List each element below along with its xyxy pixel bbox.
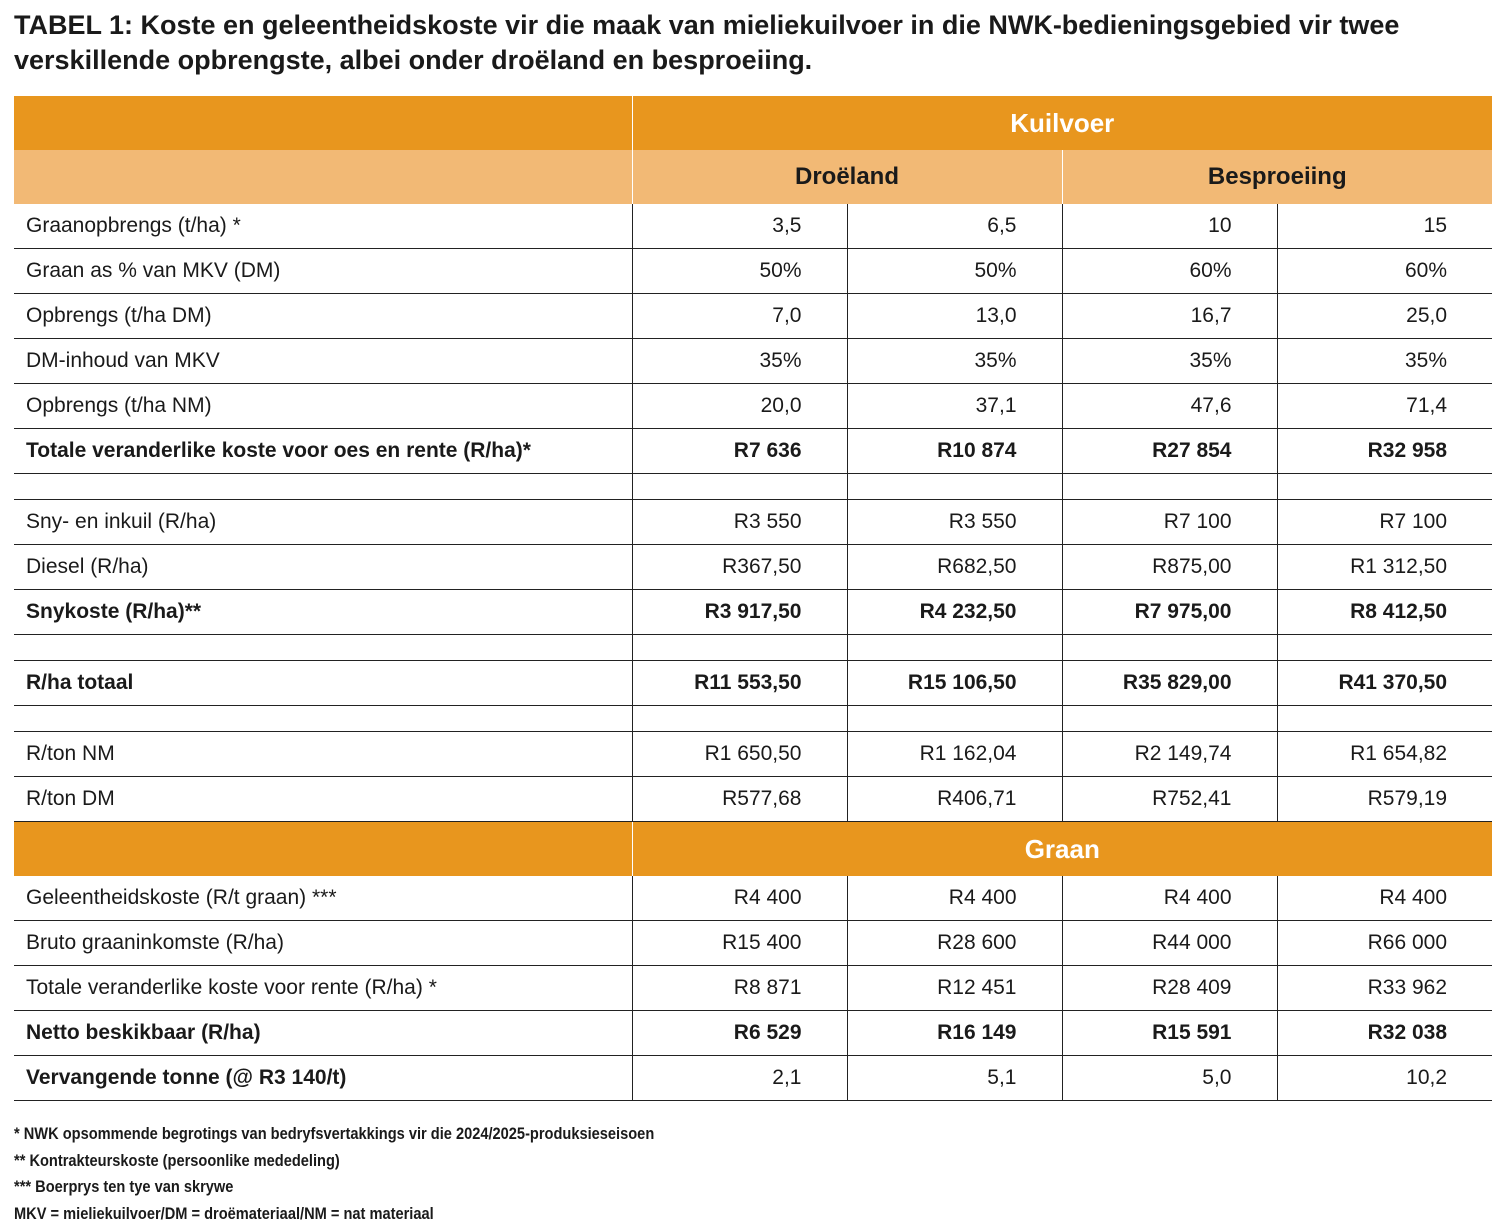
- cell-value: 71,4: [1277, 384, 1492, 429]
- cell-value: R3 917,50: [632, 590, 847, 635]
- cell-value: R10 874: [847, 429, 1062, 474]
- table-row: [14, 249, 1492, 294]
- cell-value: R682,50: [847, 545, 1062, 590]
- cell-value: R27 854: [1062, 429, 1277, 474]
- cell-value: R11 553,50: [632, 661, 847, 706]
- cell-value: 13,0: [847, 294, 1062, 339]
- cell-value: R3 550: [632, 500, 847, 545]
- row-label: Snykoste (R/ha)**: [14, 590, 632, 635]
- cell-value: 5,0: [1062, 1056, 1277, 1101]
- table-row: [14, 339, 1492, 384]
- row-label: DM-inhoud van MKV: [14, 339, 632, 384]
- section-header-row: [14, 822, 1492, 877]
- cell-value: 6,5: [847, 204, 1062, 249]
- cell-value: 50%: [847, 249, 1062, 294]
- table-row: [14, 500, 1492, 545]
- cell-value: R35 829,00: [1062, 661, 1277, 706]
- cell-value: R3 550: [847, 500, 1062, 545]
- cell-value: R7 636: [632, 429, 847, 474]
- cell-value: 10,2: [1277, 1056, 1492, 1101]
- table-row: [14, 732, 1492, 777]
- cell-value: R32 038: [1277, 1011, 1492, 1056]
- table-row: [14, 661, 1492, 706]
- cost-table-body: [14, 96, 1492, 1101]
- group-header-droeland: Droëland: [632, 150, 1062, 204]
- cell-value: 35%: [847, 339, 1062, 384]
- cell-value: R367,50: [632, 545, 847, 590]
- cell-value: R875,00: [1062, 545, 1277, 590]
- section-header-row: [14, 96, 1492, 150]
- table-row: [14, 545, 1492, 590]
- table-row: [14, 294, 1492, 339]
- footnote: *** Boerprys ten tye van skrywe: [14, 1177, 234, 1196]
- cell-value: 37,1: [847, 384, 1062, 429]
- spacer-row: [14, 706, 1492, 732]
- cell-value: R7 100: [1277, 500, 1492, 545]
- row-label: Graan as % van MKV (DM): [14, 249, 632, 294]
- cell-value: 60%: [1062, 249, 1277, 294]
- cell-value: R12 451: [847, 966, 1062, 1011]
- spacer-row: [14, 635, 1492, 661]
- cell-value: R28 409: [1062, 966, 1277, 1011]
- cell-value: R33 962: [1277, 966, 1492, 1011]
- cell-value: R4 400: [1277, 876, 1492, 921]
- table-row: [14, 590, 1492, 635]
- cell-value: R4 232,50: [847, 590, 1062, 635]
- cell-value: 47,6: [1062, 384, 1277, 429]
- cost-table: [14, 96, 1492, 1101]
- cell-value: R15 591: [1062, 1011, 1277, 1056]
- table-row: [14, 1056, 1492, 1101]
- cell-value: 10: [1062, 204, 1277, 249]
- row-label: Vervangende tonne (@ R3 140/t): [14, 1056, 632, 1101]
- cell-value: 20,0: [632, 384, 847, 429]
- cell-value: R7 975,00: [1062, 590, 1277, 635]
- row-label: Diesel (R/ha): [14, 545, 632, 590]
- footnote: * NWK opsommende begrotings van bedryfsvertakkings vir die 2024/2025-produksieseisoen: [14, 1124, 655, 1143]
- cell-value: 16,7: [1062, 294, 1277, 339]
- cell-value: R6 529: [632, 1011, 847, 1056]
- spacer-row: [14, 474, 1492, 500]
- row-label: Netto beskikbaar (R/ha): [14, 1011, 632, 1056]
- table-row: [14, 204, 1492, 249]
- section-header-kuilvoer: Kuilvoer: [632, 96, 1492, 150]
- cell-value: R1 312,50: [1277, 545, 1492, 590]
- footnote: ** Kontrakteurskoste (persoonlike mededeling): [14, 1150, 340, 1170]
- cell-value: R579,19: [1277, 777, 1492, 822]
- cell-value: R44 000: [1062, 921, 1277, 966]
- row-label: Opbrengs (t/ha DM): [14, 294, 632, 339]
- table-row: [14, 384, 1492, 429]
- row-label: Bruto graaninkomste (R/ha): [14, 921, 632, 966]
- cell-value: 35%: [1062, 339, 1277, 384]
- cell-value: R7 100: [1062, 500, 1277, 545]
- cell-value: R32 958: [1277, 429, 1492, 474]
- cell-value: 50%: [632, 249, 847, 294]
- cell-value: 35%: [632, 339, 847, 384]
- section-header-graan: Graan: [632, 822, 1492, 877]
- cell-value: 7,0: [632, 294, 847, 339]
- footnotes: [14, 1121, 1046, 1227]
- cell-value: R66 000: [1277, 921, 1492, 966]
- table-row: [14, 921, 1492, 966]
- group-header-row: [14, 150, 1492, 204]
- cell-value: 15: [1277, 204, 1492, 249]
- row-label: Opbrengs (t/ha NM): [14, 384, 632, 429]
- cell-value: R4 400: [632, 876, 847, 921]
- row-label: Sny- en inkuil (R/ha): [14, 500, 632, 545]
- cell-value: 3,5: [632, 204, 847, 249]
- row-label: R/ton NM: [14, 732, 632, 777]
- cell-value: R28 600: [847, 921, 1062, 966]
- row-label: R/ha totaal: [14, 661, 632, 706]
- table-row: [14, 876, 1492, 921]
- cell-value: 60%: [1277, 249, 1492, 294]
- row-label: Totale veranderlike koste voor rente (R/ha) *: [14, 966, 632, 1011]
- cell-value: R1 650,50: [632, 732, 847, 777]
- cell-value: R15 106,50: [847, 661, 1062, 706]
- group-header-besproeiing: Besproeiing: [1062, 150, 1492, 204]
- table-title: TABEL 1: Koste en geleentheidskoste vir die maak van mieliekuilvoer in die NWK-bedieningsgebied vir twee verskillende opbrengste, albei onder droëland en besproeiing.: [14, 10, 1400, 75]
- cell-value: R4 400: [1062, 876, 1277, 921]
- cell-value: R406,71: [847, 777, 1062, 822]
- cell-value: R8 871: [632, 966, 847, 1011]
- row-label: Geleentheidskoste (R/t graan) ***: [14, 876, 632, 921]
- cell-value: R577,68: [632, 777, 847, 822]
- cell-value: R752,41: [1062, 777, 1277, 822]
- cell-value: R15 400: [632, 921, 847, 966]
- cell-value: R4 400: [847, 876, 1062, 921]
- cell-value: R1 654,82: [1277, 732, 1492, 777]
- table-row: [14, 429, 1492, 474]
- cell-value: 2,1: [632, 1056, 847, 1101]
- table-row: [14, 966, 1492, 1011]
- cell-value: R8 412,50: [1277, 590, 1492, 635]
- cell-value: R41 370,50: [1277, 661, 1492, 706]
- cell-value: 25,0: [1277, 294, 1492, 339]
- footnote: MKV = mieliekuilvoer/DM = droëmateriaal/NM = nat materiaal: [14, 1203, 434, 1223]
- cell-value: R1 162,04: [847, 732, 1062, 777]
- row-label: Graanopbrengs (t/ha) *: [14, 204, 632, 249]
- row-label: R/ton DM: [14, 777, 632, 822]
- table-row: [14, 777, 1492, 822]
- cell-value: 35%: [1277, 339, 1492, 384]
- cell-value: R16 149: [847, 1011, 1062, 1056]
- table-row: [14, 1011, 1492, 1056]
- cell-value: 5,1: [847, 1056, 1062, 1101]
- row-label: Totale veranderlike koste voor oes en rente (R/ha)*: [14, 429, 632, 474]
- cell-value: R2 149,74: [1062, 732, 1277, 777]
